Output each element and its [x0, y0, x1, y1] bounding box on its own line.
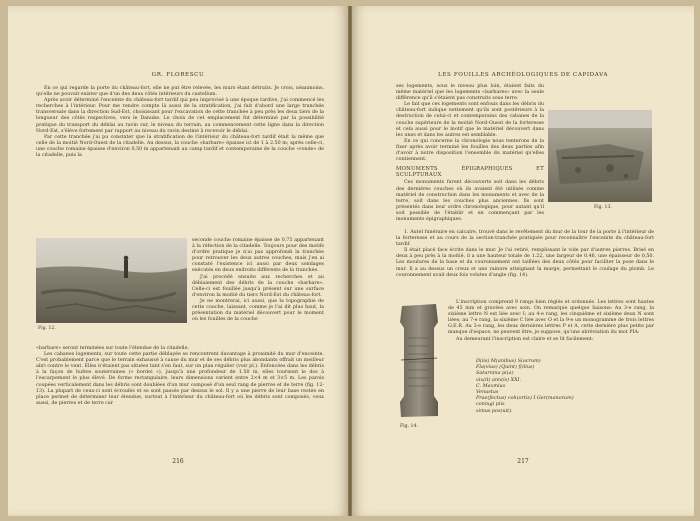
- right-text-top-column: [396, 84, 544, 223]
- right-text-middle: [396, 230, 654, 279]
- inscription-line: Prae(fectus) coh(ortis) I Ger(manorum): [476, 395, 574, 402]
- inscription-line: simus pos(uit).: [476, 407, 513, 414]
- inscription-text: [476, 358, 574, 414]
- right-paragraph-6: Il était placé face écrite dans le mur. Je l'ai retiré, remplissant le vide par d'autres pierres. Brisé en deux à peu près à la moitié, il a une hauteur totale de 1.22, une largeur de 0,46, une épaisseur de 0,50. Les moulures de la base et du couronnement ont taillées des deux côtés pour faciliter la pose dans le mur. Il a au dessus un creux et une rainure atteignant la marge, permettant le coulage du plomb. Le couronnement avait deux fois volutes d'angle (fig. 14).: [396, 248, 654, 278]
- right-paragraph-4: Ces monuments furent découverts soit dans les débris des dernières couches où ils avaient été utilisés comme matériel de construction dans les monuments et avec de la terre, soit dans les couches plus anciennes. Ils sont présentés dans leur ordre chronologique, pour autant qu'il soit possible de l'établir et en commençant par les monuments épigraphiques.: [396, 180, 544, 222]
- right-paragraph-5: 1. Autel funéraire en calcaire, trouvé dans le revêtement du mur de la tour de la porte à l'intérieur de la forteresse et au cours de la section-tranchée pratiquée pour reconnaître l'enceinte du château-fort tardif.: [396, 230, 654, 248]
- excavation-photo-illustration: [36, 238, 187, 323]
- left-paragraph-1: En ce qui regarde la porte du château-fort, elle ne put être relevée, les murs étant détruits. Je crois, néanmoins, qu'elle ne pouvait exister que d'un des deux côtés intérieurs du castellum.: [36, 86, 324, 98]
- inscription-line: Fla(vius) (Quint) f(ilius): [476, 364, 535, 371]
- left-paragraph-2: Après avoir déterminé l'enceinte du château-fort tardif qui peu improvisé à une époque tardive, j'ai commencé les recherches à l'intérieur. Pour me rendre compte là aussi de la stratification, j'ai fait d'abord une large tranchée transversale dans la direction Sud-Est, choisissant pour l'excavation de cette tranchée à peu près les deux tiers de la longueur des côtés respectives, vers le Danube. Le choix de cet emplacement fut déterminé par la possibilité pratique du transport du déblai au ravin sur, le niveau du terrain, au commencement cette ligne dans la direction Nord-Est, s'élève fortement par rapport au niveau du ravin destiné à recevoir le déblai.: [36, 98, 324, 134]
- left-text-column: [192, 238, 324, 323]
- left-text-top: [36, 86, 324, 159]
- left-paragraph-5: Je ne montrerai, ici aussi, que la topographie de cette couche, laissant, comme je l'ai dit plus haut, la présentation du matériel découvert pour le moment où les fouilles de la couche: [192, 298, 324, 323]
- fig-12-caption: Fig. 12.: [38, 326, 56, 331]
- right-text-column: [448, 300, 654, 343]
- fig-14-photo: [398, 300, 440, 420]
- left-paragraph-6: Les cabanes logements, sur toute cette partie déblayée se rencontrent davantage à proximité du mur d'enceinte. C'est probablement parce que le terrain exhaussé à cause du mur et de ses débris plus abondants offrait un meilleur abri contre le vent. Elles n'étaient pas situées tant s'en faut, sur un plan régulier (voir pl.). Enfoncées dans les débris à la façon de huttes souterraines (« bordei »), jusqu'à une profondeur de 1.50 m, elles tournent le dos à l'escarpement le plus élevé. De forme rectangulaire, leurs dimensions varient entre 2×4 m et 3×5 m. Les parois coupées verticalement dans les débris sont doublées d'un mur composé d'un seul rang de pierres et de terre (fig. 12-13). La plupart de ceux-ci sont écroulés et se sont passés par dessus le sol. Il y a une pierre de leur base restée en place permet de déterminer leur étendue, surtout à l'intérieur du château-fort où les débris sont composés, ceux aussi, de pierres et de terre car: [36, 352, 324, 406]
- fig-13-caption: Fig. 13.: [594, 205, 612, 210]
- right-page: [352, 6, 694, 516]
- right-paragraph-1: ses logements, sous le niveau plus loin, étaient faits du même matériel que les logements «barbares» avec la seule différence qu'il s'étaient pas construits sous terre.: [396, 84, 544, 102]
- inscription-line: coniugi piis: [476, 401, 505, 408]
- inscription-line: vix(it) ann(is) XXI.: [476, 376, 522, 383]
- section-heading: MONUMENTS ÉPIGRAPHIQUES ET SCULPTURAUX: [396, 166, 544, 179]
- left-paragraph-3: Par cette tranchée j'ai pu constater que la stratification de l'intérieur du château-fort tardif était la même que celle de la moitié Nord-Ouest de la citadelle. Au dessus, la couche «barbare» épaisse ici de 1 à 2.50 m; après celle-ci, une couche romaine épaisse d'environ 0,50 m appartenant au camp tardif et contemporaine de la couche «ronde» de la citadelle, puis la: [36, 134, 324, 159]
- right-paragraph-7: L'inscription comprend 9 rangs bien réglés et ordonnés. Les lettres sont hautes de 45 mm et gravées avec soin. On remarque quelque liaisons: Au 3-e rang, la sixième lettre N est liée avec I; au 4-e rang, les cinquième et sixième deux N sont liées; au 7-e rang, la sixième C liée avec O et la 9-e un monogramme de trois lettres G.E.R. Au 3-e rang, les deux dernières lettres P et A, cette dernière plus petite par manque d'espace, ne peuvent être, je suppose, qu'une abréviation du mot PIA:: [448, 300, 654, 336]
- fig-12-photo: [36, 238, 187, 323]
- fig-13-photo: [548, 110, 652, 202]
- right-paragraph-8: Au demeurant l'inscription est claire et se lit facilement:: [456, 336, 594, 342]
- left-paragraph-4: J'ai procédé ensuite aux recherches et au déblaiement des débris de la couche «barbare». Celle-ci est fouillée jusqu'à présent sur une surface d'environ la moitié du tiers Nord-Est du château-fort.: [192, 274, 324, 298]
- hut-remains-photo-illustration: [548, 110, 652, 202]
- inscription-line: C. Maxmius: [476, 382, 506, 389]
- right-running-head: LES FOUILLES ARCHÉOLOGIQUES DE CAPIDAVA: [438, 72, 608, 78]
- inscription-line: Saturnina pi(a): [476, 370, 514, 377]
- inscription-line: Venustus: [476, 389, 499, 396]
- left-text-bottom: [36, 346, 324, 407]
- left-paragraph-3-continued: seconde couche romaine épaisse de 0,75 appartenant à la réfection de la citadelle. Toujours pour des motifs d'ordre pratique je n'ai pas approfondi la tranchée pour retrouver les deux autres couches, mais j'en ai constaté l'existence ici aussi par deux sondages exécutés en deux endroits différents de la tranchée.: [192, 238, 324, 274]
- right-paragraph-2: Le fait que ces logements sont enfouis dans les débris du château-fort indique nettement qu'ils sont postérieurs à la destruction de celui-ci et contemporains des cabanes de la couche supérieure de la moitié Nord-Ouest de la forteresse et cela aussi pour le motif que le matériel découvert dans les unes et dans les autres est semblable.: [396, 102, 544, 138]
- left-page: [8, 6, 348, 516]
- right-paragraph-3: En ce qui concerne la chronologie nous tenterons de la fixer après avoir terminé les fouilles des deux parties afin d'avoir à notre disposition l'ensemble du matériel qu'elles contiennent.: [396, 138, 544, 163]
- left-paragraph-5-end: «barbare» seront terminées sur toute l'étendue de la citadelle.: [36, 346, 189, 351]
- inscription-line: D(iis) M(anibus) S(acrum): [476, 358, 541, 364]
- left-page-number: 216: [172, 458, 184, 465]
- funerary-altar-illustration: [398, 300, 440, 420]
- right-page-number: 217: [517, 458, 529, 465]
- fig-14-caption: Fig. 14.: [400, 424, 418, 429]
- left-running-head: GR. FLORESCU: [151, 72, 205, 78]
